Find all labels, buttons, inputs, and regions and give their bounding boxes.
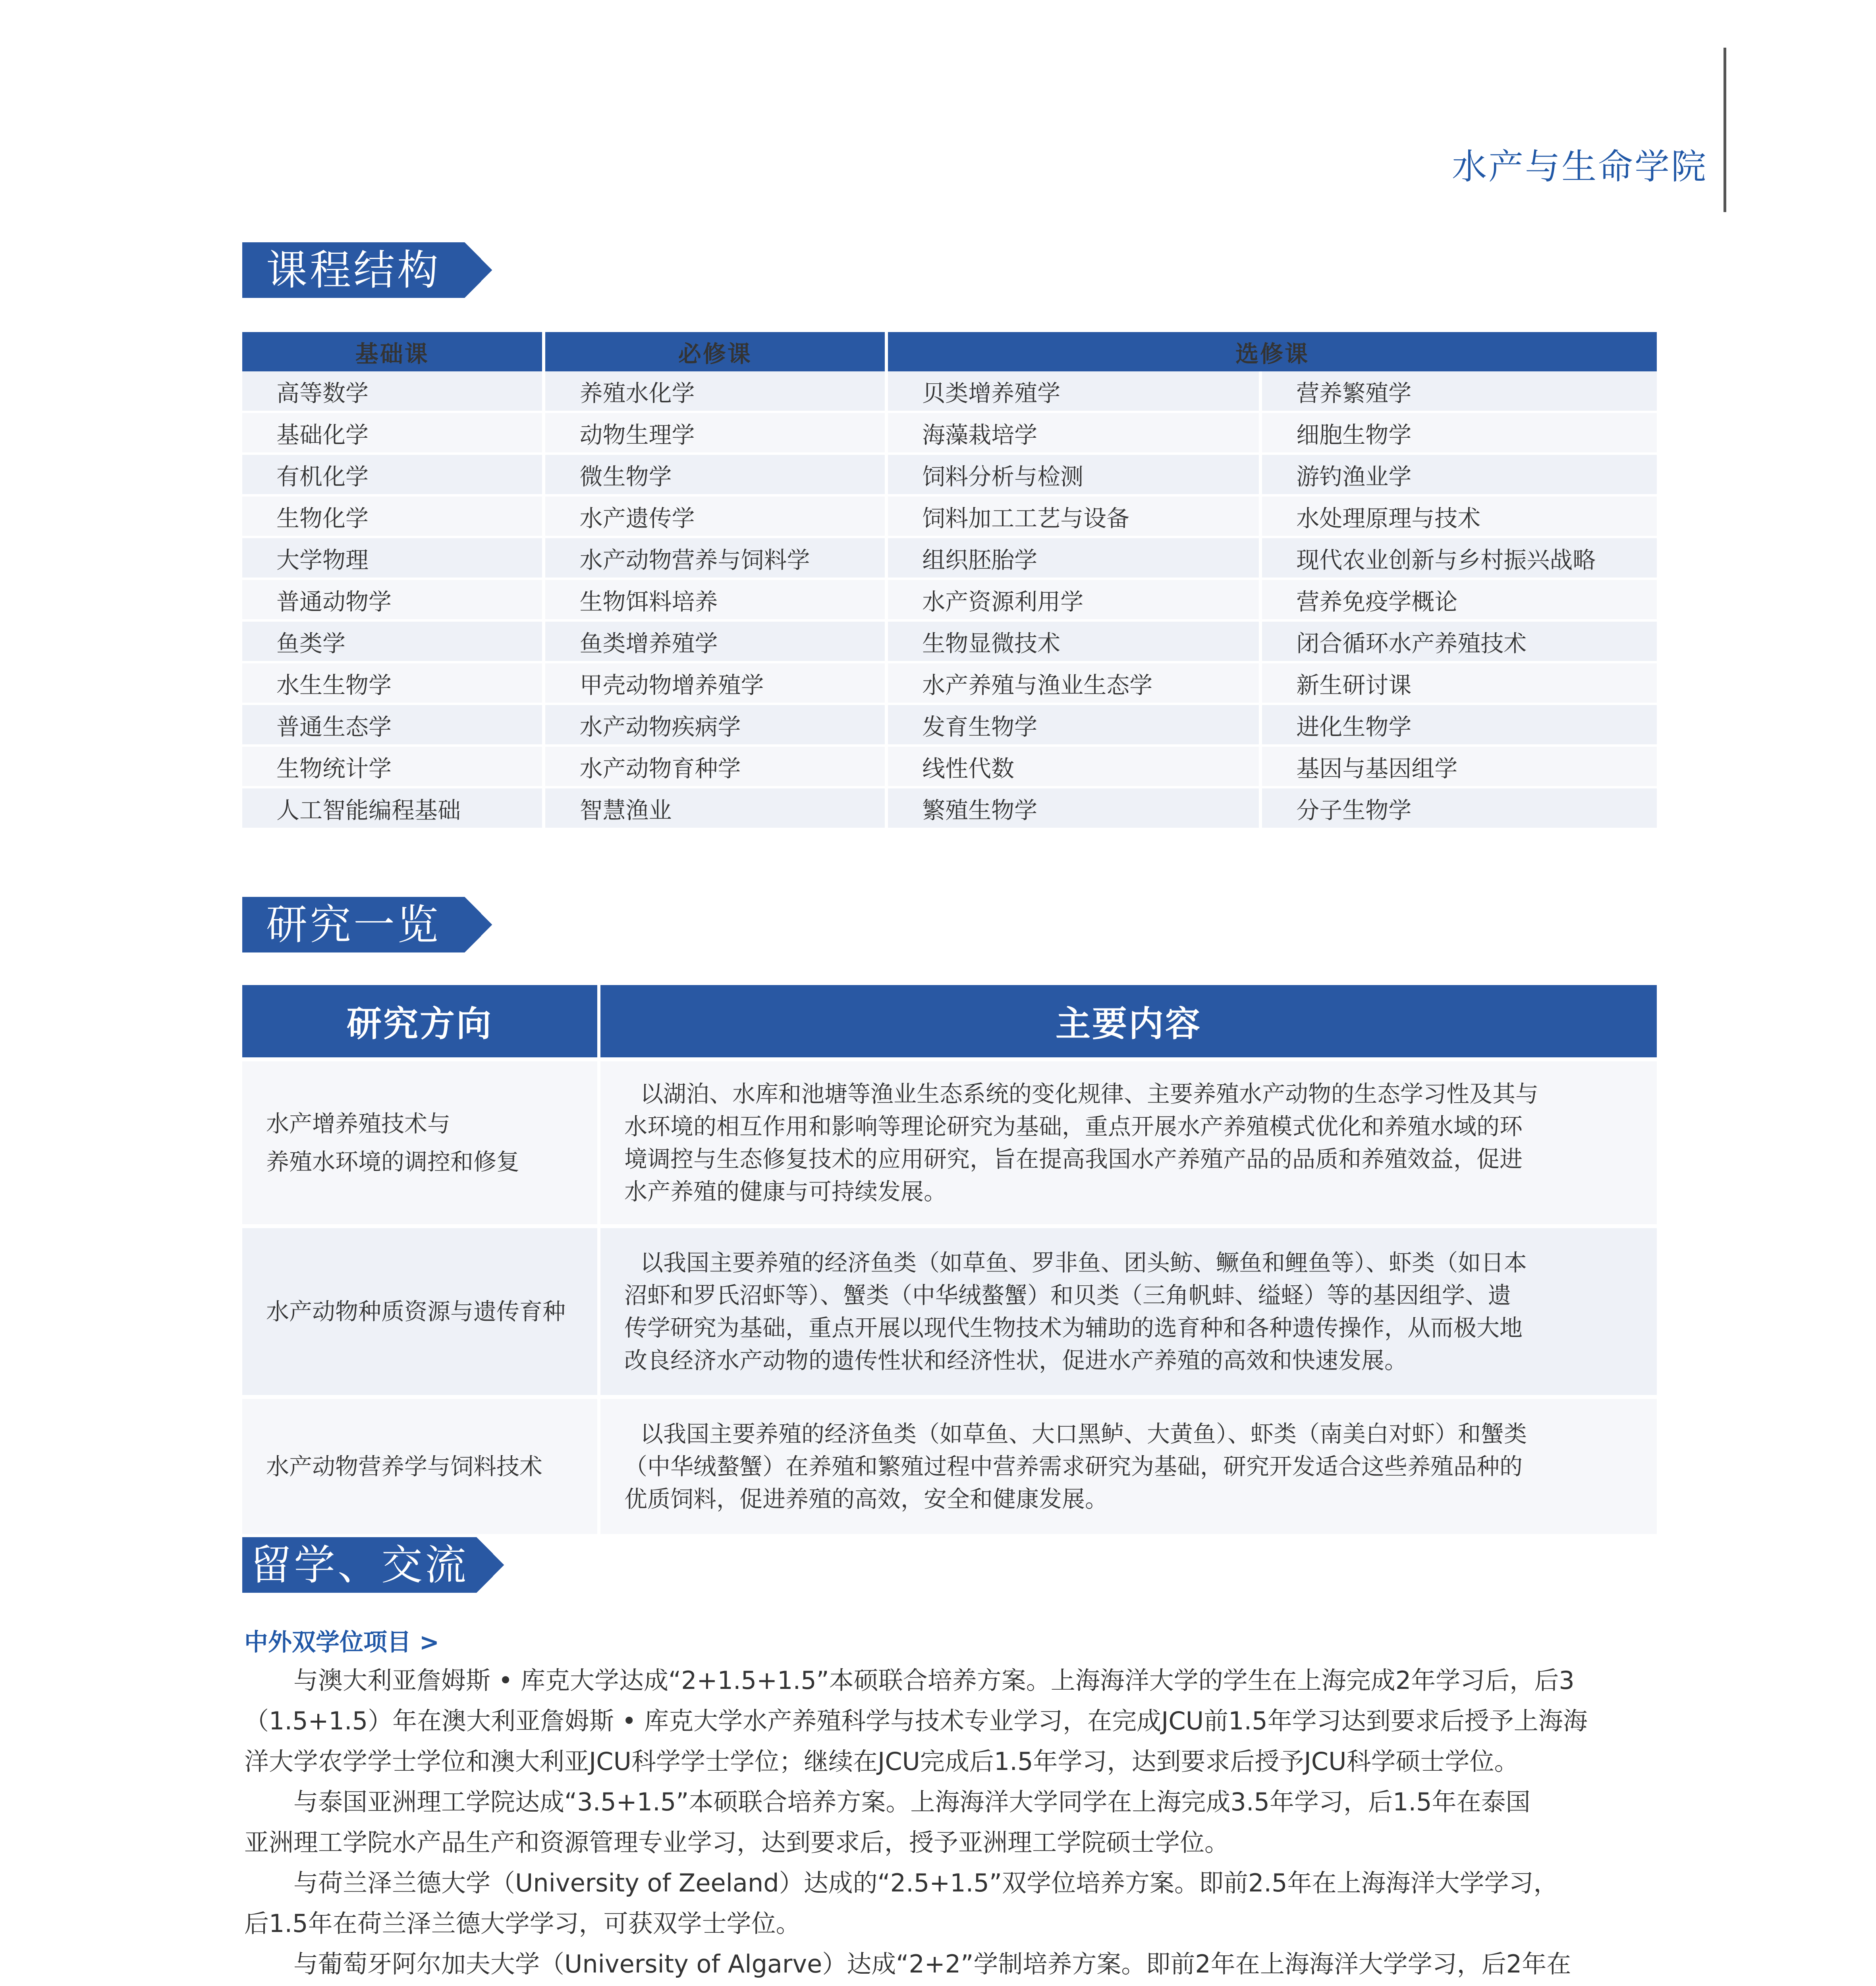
header-required: 必修课 xyxy=(545,332,885,371)
course-cell: 鱼类学 xyxy=(242,622,542,663)
research-direction xyxy=(242,1228,597,1395)
content-line: 传学研究为基础，重点开展以现代生物技术为辅助的选育种和各种遗传操作，从而极大地 xyxy=(624,1314,1523,1341)
section-label: 课程结构 xyxy=(242,242,465,298)
section-label: 研究一览 xyxy=(242,897,465,952)
table-row xyxy=(242,705,1657,747)
content-line: 以我国主要养殖的经济鱼类（如草鱼、罗非鱼、团头鲂、鳜鱼和鲤鱼等）、虾类（如日本 xyxy=(640,1249,1527,1276)
table-row xyxy=(242,455,1657,496)
chevron-right-icon xyxy=(465,242,492,298)
course-cell: 营养繁殖学 xyxy=(1262,371,1657,413)
course-cell: 智慧渔业 xyxy=(545,788,885,830)
course-table xyxy=(239,332,1660,830)
course-cell: 养殖水化学 xyxy=(545,371,885,413)
course-cell: 繁殖生物学 xyxy=(888,788,1259,830)
course-cell: 线性代数 xyxy=(888,747,1259,788)
course-cell: 进化生物学 xyxy=(1262,705,1657,747)
paragraph-line: （1.5+1.5）年在澳大利亚詹姆斯 • 库克大学水产养殖科学与技术专业学习，在完成JCU前1.5年学习达到要求后授予上海海 xyxy=(244,1706,1588,1735)
course-cell: 鱼类增养殖学 xyxy=(545,622,885,663)
paragraph-line: 亚洲理工学院水产品生产和资源管理专业学习，达到要求后，授予亚洲理工学院硕士学位。 xyxy=(244,1828,1229,1857)
course-cell: 人工智能编程基础 xyxy=(242,788,542,830)
course-cell: 发育生物学 xyxy=(888,705,1259,747)
header-content: 主要内容 xyxy=(600,985,1657,1057)
course-cell: 生物饵料培养 xyxy=(545,580,885,622)
section-title-research xyxy=(242,893,492,956)
table-row xyxy=(242,1061,1657,1224)
paragraph-line: 与泰国亚洲理工学院达成“3.5+1.5”本硕联合培养方案。上海海洋大学同学在上海完成3.5年学习，后1.5年在泰国 xyxy=(293,1787,1531,1816)
paragraph-line: 与澳大利亚詹姆斯 • 库克大学达成“2+1.5+1.5”本硕联合培养方案。上海海洋大学的学生在上海完成2年学习后，后3 xyxy=(293,1666,1575,1695)
course-cell: 生物统计学 xyxy=(242,747,542,788)
content-line: 以我国主要养殖的经济鱼类（如草鱼、大口黑鲈、大黄鱼）、虾类（南美白对虾）和蟹类 xyxy=(640,1420,1527,1447)
table-row xyxy=(242,496,1657,538)
course-cell: 有机化学 xyxy=(242,455,542,496)
course-cell: 微生物学 xyxy=(545,455,885,496)
section-title-exchange xyxy=(242,1533,504,1597)
content-line: 沼虾和罗氏沼虾等）、蟹类（中华绒螯蟹）和贝类（三角帆蚌、缢蛏）等的基因组学、遗 xyxy=(624,1282,1511,1309)
content-line: 优质饲料，促进养殖的高效，安全和健康发展。 xyxy=(624,1486,1108,1513)
paragraph-line: 与荷兰泽兰德大学（University of Zeeland）达成的“2.5+1.5”双学位培养方案。即前2.5年在上海海洋大学学习， xyxy=(293,1868,1558,1897)
section-label: 留学、交流 xyxy=(242,1537,477,1593)
content-line: 水产养殖的健康与可持续发展。 xyxy=(624,1178,947,1205)
table-row xyxy=(242,788,1657,830)
table-row xyxy=(242,580,1657,622)
table-row xyxy=(242,1228,1657,1395)
chevron-right-icon xyxy=(477,1537,504,1593)
table-row xyxy=(242,538,1657,580)
course-cell: 基因与基因组学 xyxy=(1262,747,1657,788)
table-row xyxy=(242,371,1657,413)
content-line: 境调控与生态修复技术的应用研究，旨在提高我国水产养殖产品的品质和养殖效益，促进 xyxy=(624,1146,1523,1173)
table-row xyxy=(242,663,1657,705)
subsection-title: 中外双学位项目 > xyxy=(244,1629,440,1656)
college-name: 水产与生命学院 xyxy=(1451,146,1708,187)
course-cell: 现代农业创新与乡村振兴战略 xyxy=(1262,538,1657,580)
course-cell: 闭合循环水产养殖技术 xyxy=(1262,622,1657,663)
content-line: 改良经济水产动物的遗传性状和经济性状，促进水产养殖的高效和快速发展。 xyxy=(624,1347,1408,1374)
paragraph-line: 后1.5年在荷兰泽兰德大学学习，可获双学士学位。 xyxy=(244,1909,801,1938)
direction-line: 水产动物种质资源与遗传育种 xyxy=(266,1298,566,1325)
content-line: 以湖泊、水库和池塘等渔业生态系统的变化规律、主要养殖水产动物的生态学习性及其与 xyxy=(640,1080,1539,1107)
course-cell: 水产资源利用学 xyxy=(888,580,1259,622)
course-rows xyxy=(242,371,1657,830)
course-cell: 水处理原理与技术 xyxy=(1262,496,1657,538)
course-cell: 基础化学 xyxy=(242,413,542,455)
course-cell: 水产动物营养与饲料学 xyxy=(545,538,885,580)
research-content xyxy=(600,1228,1657,1395)
course-cell: 饲料加工工艺与设备 xyxy=(888,496,1259,538)
research-direction xyxy=(242,1399,597,1534)
table-row xyxy=(242,1399,1657,1534)
direction-line: 水产增养殖技术与 xyxy=(266,1110,451,1137)
course-cell: 动物生理学 xyxy=(545,413,885,455)
table-row xyxy=(242,622,1657,663)
table-row xyxy=(242,747,1657,788)
header-divider xyxy=(1724,48,1726,212)
research-table xyxy=(239,985,1660,1534)
course-cell: 水产动物育种学 xyxy=(545,747,885,788)
paragraph-line: 洋大学农学学士学位和澳大利亚JCU科学学士学位；继续在JCU完成后1.5年学习，达到要求后授予JCU科学硕士学位。 xyxy=(244,1747,1519,1776)
header-basic: 基础课 xyxy=(242,332,542,371)
course-cell: 组织胚胎学 xyxy=(888,538,1259,580)
course-cell: 新生研讨课 xyxy=(1262,663,1657,705)
table-row xyxy=(242,413,1657,455)
exchange-content xyxy=(244,1625,1658,1986)
course-cell: 水产遗传学 xyxy=(545,496,885,538)
section-title-course xyxy=(242,238,492,302)
paragraph-line: 与葡萄牙阿尔加夫大学（University of Algarve）达成“2+2”学制培养方案。即前2年在上海海洋大学学习，后2年在 xyxy=(293,1949,1571,1978)
course-cell: 普通动物学 xyxy=(242,580,542,622)
header-elective: 选修课 xyxy=(888,332,1657,371)
content-line: 水环境的相互作用和影响等理论研究为基础，重点开展水产养殖模式优化和养殖水域的环 xyxy=(624,1113,1523,1140)
paragraph-line xyxy=(244,1984,1658,1986)
research-content xyxy=(600,1061,1657,1224)
direction-line: 水产动物营养学与饲料技术 xyxy=(266,1453,543,1480)
course-cell: 细胞生物学 xyxy=(1262,413,1657,455)
chevron-right-icon xyxy=(465,897,492,952)
course-cell: 高等数学 xyxy=(242,371,542,413)
course-cell: 水产动物疾病学 xyxy=(545,705,885,747)
course-cell: 营养免疫学概论 xyxy=(1262,580,1657,622)
course-cell: 水产养殖与渔业生态学 xyxy=(888,663,1259,705)
course-cell: 水生生物学 xyxy=(242,663,542,705)
course-cell: 游钓渔业学 xyxy=(1262,455,1657,496)
course-cell: 普通生态学 xyxy=(242,705,542,747)
header-direction: 研究方向 xyxy=(242,985,597,1057)
course-cell: 甲壳动物增养殖学 xyxy=(545,663,885,705)
research-direction xyxy=(242,1061,597,1224)
content-line: （中华绒螯蟹）在养殖和繁殖过程中营养需求研究为基础，研究开发适合这些养殖品种的 xyxy=(624,1453,1523,1480)
course-cell: 生物化学 xyxy=(242,496,542,538)
direction-line: 养殖水环境的调控和修复 xyxy=(266,1148,520,1175)
course-cell: 分子生物学 xyxy=(1262,788,1657,830)
course-cell: 大学物理 xyxy=(242,538,542,580)
course-cell: 饲料分析与检测 xyxy=(888,455,1259,496)
course-cell: 生物显微技术 xyxy=(888,622,1259,663)
course-cell: 贝类增养殖学 xyxy=(888,371,1259,413)
course-cell: 海藻栽培学 xyxy=(888,413,1259,455)
research-content xyxy=(600,1399,1657,1534)
research-rows xyxy=(242,1057,1657,1534)
